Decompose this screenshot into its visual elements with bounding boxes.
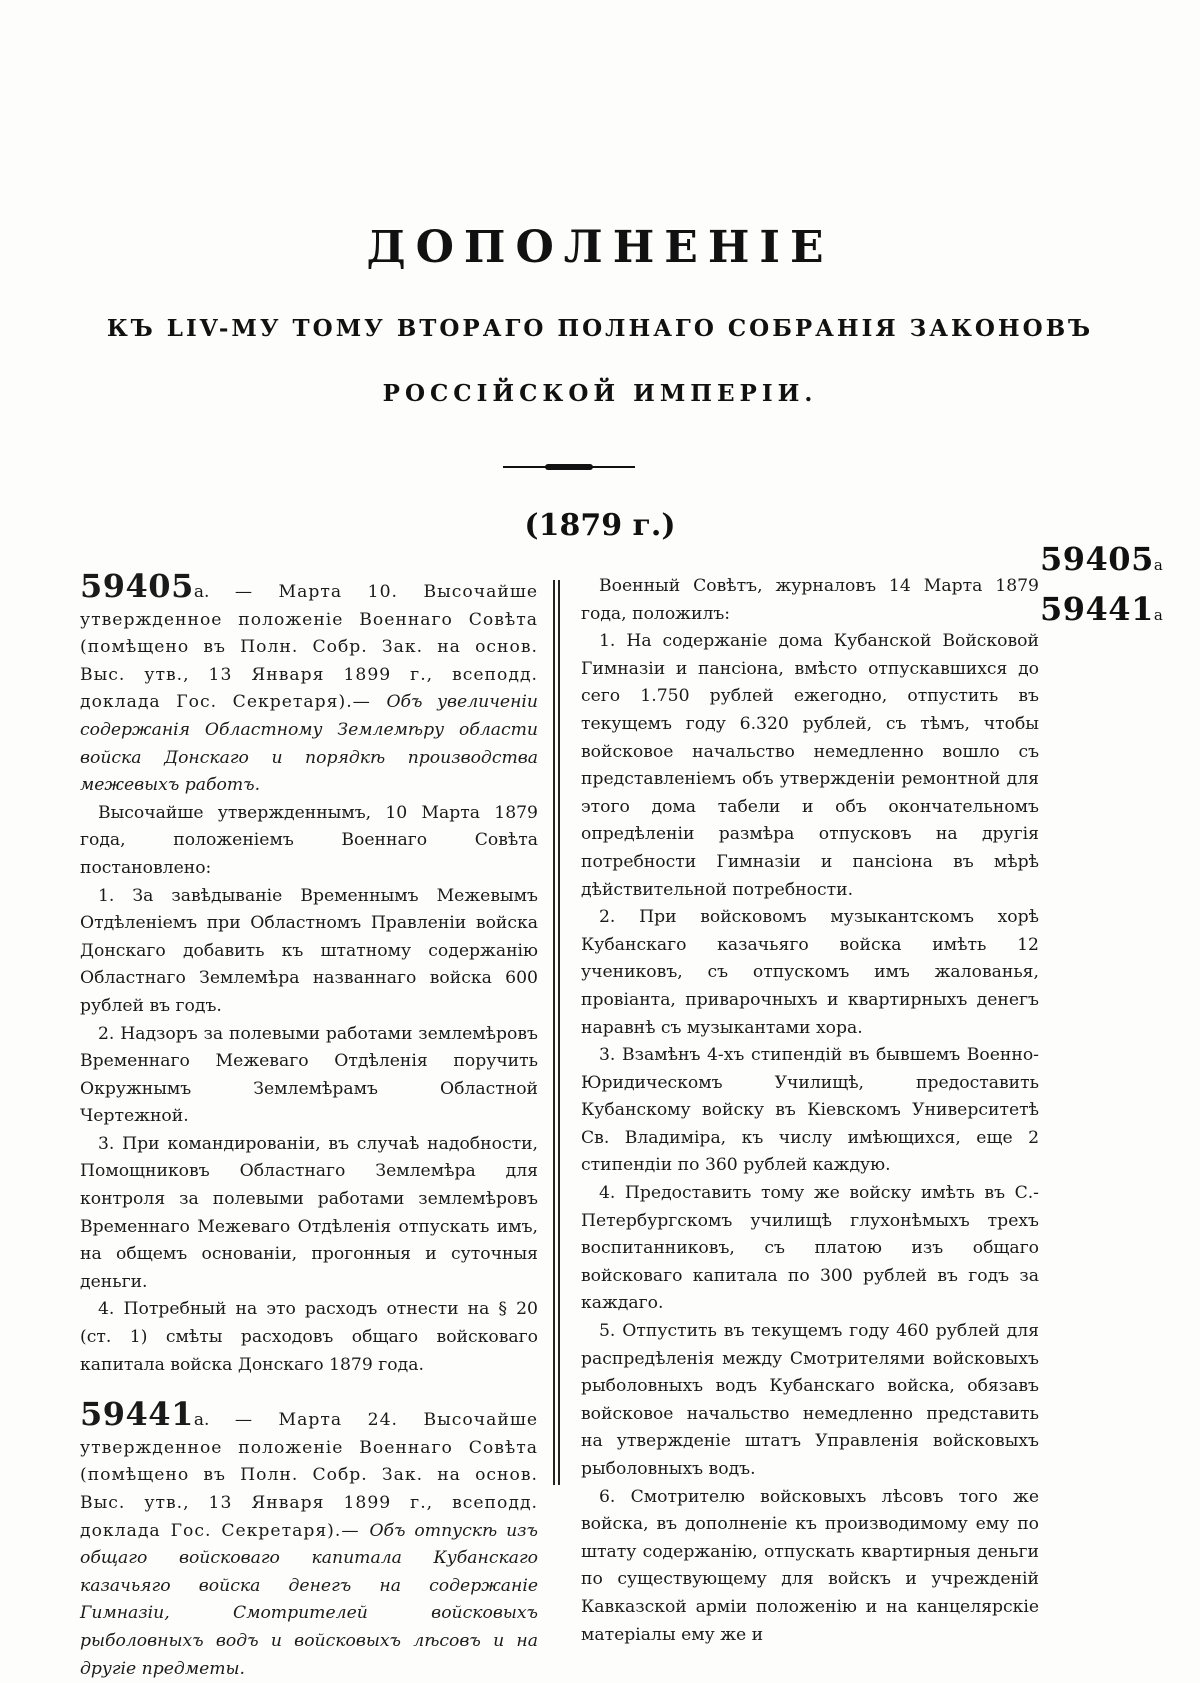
paragraph: 4. Предоставить тому же войску имѣть въ С.-Петербургскомъ училищѣ глухонѣмыхъ трехъ воспитанниковъ, съ платою изъ общаго войсковаго капитала по 300 рублей въ годъ за каждаго.	[581, 1183, 1039, 1314]
paragraph: 3. Взамѣнъ 4-хъ стипендій въ бывшемъ Военно-Юридическомъ Училищѣ, предоставить Кубанскому войску въ Кіевскомъ Университетѣ Св. Владиміра, къ числу имѣющихся, еще 2 стипендіи по 360 рублей каждую.	[581, 1045, 1039, 1176]
paragraph: 1. На содержаніе дома Кубанской Войсковой Гимназіи и пансіона, вмѣсто отпускавшихся до сего 1.750 рублей ежегодно, отпустить въ текущемъ году 6.320 рублей, съ тѣмъ, чтобы войсковое начальство немедленно вошло съ представленіемъ объ утвержденіи ремонтной для этого дома табели и объ окончательномъ опредѣленіи размѣра отпусковъ на другія потребности Гимназіи и пансіона въ мѣрѣ дѣйствительной потребности.	[581, 631, 1039, 900]
paragraph: 1. За завѣдываніе Временнымъ Межевымъ Отдѣленіемъ при Областномъ Правленіи войска Донскаго добавить къ штатному содержанію Областнаго Землемѣра названнаго войска 600 рублей въ годъ.	[80, 885, 538, 1016]
margin-entry-number-1	[1040, 540, 1163, 578]
paragraph: 5. Отпустить въ текущемъ году 460 рублей для распредѣленія между Смотрителями войсковыхъ рыболовныхъ водъ Кубанскаго войска, обязавъ войсковое начальство немедленно представить на утвержденіе штатъ Управленія войсковыхъ рыболовныхъ водъ.	[581, 1321, 1039, 1479]
entry-suffix: а.	[193, 1410, 210, 1431]
entry-head-text: — Марта 24. Высочайше утвержденное положеніе Военнаго Совѣта (помѣщено въ Полн. Собр. Зак. на основ. Выс. утв., 13 Января 1899 г., всеподд. доклада Гос. Секретаря).—	[80, 1410, 538, 1541]
entry-59405-heading	[80, 567, 538, 800]
entry-subject: Объ увеличеніи содержанія Областному Землемѣру области войска Донскаго и порядкѣ производства межевыхъ работъ.	[80, 692, 538, 796]
paragraph: 6. Смотрителю войсковыхъ лѣсовъ того же войска, въ дополненіе къ производимому ему по штату содержанію, отпускать квартирныя деньги по существующему для войскъ и учрежденій Кавказской арміи положенію и на канцелярскіе матеріалы ему же и	[581, 1486, 1039, 1645]
document-subtitle-line-2: РОССІЙСКОЙ ИМПЕРІИ.	[382, 380, 818, 407]
column-divider	[558, 580, 560, 1485]
column-divider	[553, 580, 555, 1485]
paragraph: 2. При войсковомъ музыкантскомъ хорѣ Кубанскаго казачьяго войска имѣть 12 учениковъ, съ отпускомъ имъ жалованья, провіанта, приварочныхъ и квартирныхъ денегъ наравнѣ съ музыкантами хора.	[581, 907, 1039, 1038]
entry-number: 59441	[80, 1395, 194, 1434]
paragraph: 4. Потребный на это расходъ отнести на § 20 (ст. 1) смѣты расходовъ общаго войсковаго капитала войска Донскаго 1879 года.	[80, 1299, 538, 1375]
margin-suffix: а	[1153, 556, 1164, 574]
entry-head-text: — Марта 10. Высочайше утвержденное положеніе Военнаго Совѣта (помѣщено въ Полн. Собр. Зак. на основ. Выс. утв., 13 Января 1899 г., всеподд. доклада Гос. Секретаря).—	[80, 582, 538, 713]
paragraph: 2. Надзоръ за полевыми работами землемѣровъ Временнаго Межеваго Отдѣленія поручить Окружнымъ Землемѣрамъ Областной Чертежной.	[80, 1023, 538, 1127]
margin-number: 59441	[1040, 590, 1154, 628]
paragraph: Военный Совѣтъ, журналовъ 14 Марта 1879 года, положилъ:	[581, 576, 1039, 624]
document-subtitle-line-1: КЪ LIV-МУ ТОМУ ВТОРАГО ПОЛНАГО СОБРАНІЯ ЗАКОНОВЪ	[106, 315, 1094, 342]
right-column	[581, 573, 1039, 1649]
entry-59441-heading	[80, 1395, 538, 1683]
margin-suffix: а	[1153, 606, 1164, 624]
paragraph: Высочайше утвержденнымъ, 10 Марта 1879 года, положеніемъ Военнаго Совѣта постановлено:	[80, 802, 538, 878]
entry-subject: Объ отпускѣ изъ общаго войсковаго капитала Кубанскаго казачьяго войска денегъ на содержаніе Гимназіи, Смотрителей войсковыхъ рыболовныхъ водъ и войсковыхъ лѣсовъ и на другіе предметы.	[80, 1520, 538, 1679]
document-title: ДОПОЛНЕНІЕ	[366, 222, 834, 273]
margin-number: 59405	[1040, 540, 1154, 578]
entry-number: 59405	[80, 567, 194, 605]
year-heading: (1879 г.)	[524, 508, 676, 543]
entry-suffix: а.	[193, 582, 210, 602]
paragraph: 3. При командированіи, въ случаѣ надобности, Помощниковъ Областнаго Землемѣра для контроля за полевыми работами землемѣровъ Временнаго Межеваго Отдѣленія отпускать имъ, на общемъ основаніи, прогонныя и суточныя деньги.	[80, 1133, 538, 1292]
margin-entry-number-2	[1040, 590, 1163, 628]
decorative-rule	[503, 466, 635, 468]
left-column	[80, 567, 538, 1683]
